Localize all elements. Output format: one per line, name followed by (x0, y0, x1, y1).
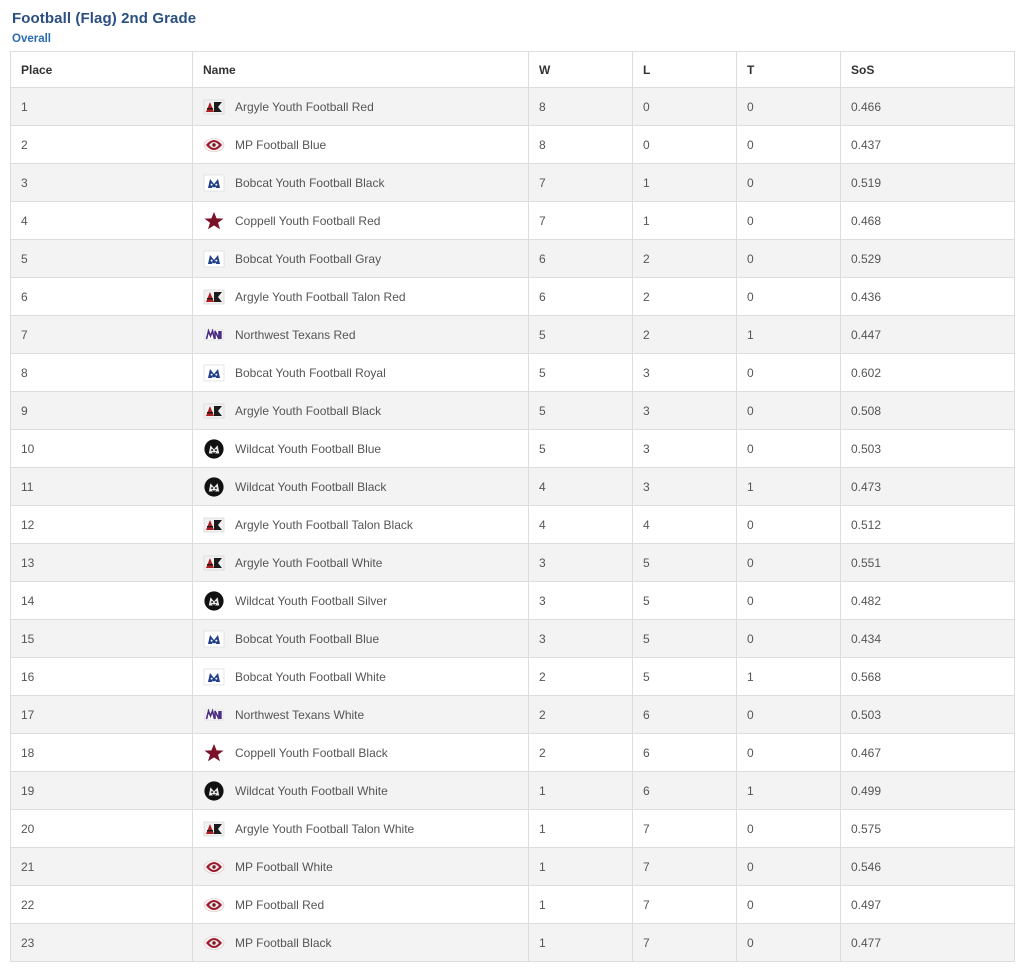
cell-sos: 0.434 (841, 620, 1015, 658)
cell-wins: 1 (529, 924, 633, 962)
cell-name (193, 430, 529, 468)
cell-sos: 0.503 (841, 696, 1015, 734)
cell-ties: 0 (737, 506, 841, 544)
cell-ties: 0 (737, 696, 841, 734)
team-entry (203, 780, 518, 802)
cell-place: 11 (11, 468, 193, 506)
team-name-label[interactable]: Bobcat Youth Football Gray (235, 251, 382, 266)
cell-name (193, 582, 529, 620)
table-row (11, 810, 1015, 848)
cell-losses: 1 (633, 202, 737, 240)
cell-ties: 0 (737, 240, 841, 278)
cell-ties: 0 (737, 164, 841, 202)
table-row (11, 772, 1015, 810)
team-entry (203, 514, 518, 536)
cell-sos: 0.568 (841, 658, 1015, 696)
cell-place: 6 (11, 278, 193, 316)
cell-sos: 0.437 (841, 126, 1015, 164)
cell-name (193, 202, 529, 240)
table-row (11, 620, 1015, 658)
cell-wins: 1 (529, 810, 633, 848)
cell-name (193, 316, 529, 354)
cell-losses: 2 (633, 278, 737, 316)
table-header (11, 52, 1015, 88)
cell-sos: 0.546 (841, 848, 1015, 886)
team-name-label[interactable]: Coppell Youth Football Black (235, 745, 388, 760)
mp-logo-icon (203, 894, 225, 916)
cell-place: 23 (11, 924, 193, 962)
team-entry (203, 818, 518, 840)
team-entry (203, 286, 518, 308)
cell-wins: 6 (529, 278, 633, 316)
mp-logo-icon (203, 134, 225, 156)
column-header-name[interactable]: Name (193, 52, 529, 88)
cell-place: 4 (11, 202, 193, 240)
cell-losses: 6 (633, 772, 737, 810)
team-entry (203, 932, 518, 954)
cell-name (193, 696, 529, 734)
table-header-row (11, 52, 1015, 88)
team-entry (203, 96, 518, 118)
bobcat-logo-icon (203, 666, 225, 688)
cell-losses: 3 (633, 392, 737, 430)
cell-sos: 0.602 (841, 354, 1015, 392)
cell-name (193, 468, 529, 506)
cell-losses: 3 (633, 430, 737, 468)
cell-ties: 0 (737, 544, 841, 582)
cell-wins: 5 (529, 430, 633, 468)
team-entry (203, 476, 518, 498)
argyle-logo-icon (203, 96, 225, 118)
cell-losses: 2 (633, 240, 737, 278)
cell-losses: 0 (633, 88, 737, 126)
cell-place: 17 (11, 696, 193, 734)
cell-name (193, 848, 529, 886)
team-name-label[interactable]: Bobcat Youth Football Royal (235, 365, 386, 380)
team-entry (203, 628, 518, 650)
cell-name (193, 88, 529, 126)
cell-wins: 8 (529, 126, 633, 164)
team-name-label[interactable]: Wildcat Youth Football Silver (235, 593, 388, 608)
team-name-label[interactable]: Bobcat Youth Football Blue (235, 631, 380, 646)
cell-wins: 2 (529, 734, 633, 772)
cell-sos: 0.512 (841, 506, 1015, 544)
team-name-label[interactable]: Argyle Youth Football Talon Red (235, 289, 406, 304)
bobcat-logo-icon (203, 362, 225, 384)
team-name-label[interactable]: Coppell Youth Football Red (235, 213, 381, 228)
team-entry (203, 172, 518, 194)
team-entry (203, 400, 518, 422)
cell-sos: 0.519 (841, 164, 1015, 202)
cell-wins: 8 (529, 88, 633, 126)
cell-losses: 6 (633, 734, 737, 772)
cell-losses: 5 (633, 658, 737, 696)
cell-losses: 4 (633, 506, 737, 544)
team-name-label[interactable]: Argyle Youth Football Talon Black (235, 517, 413, 532)
team-entry (203, 324, 518, 346)
table-row (11, 164, 1015, 202)
team-entry (203, 248, 518, 270)
coppell-logo-icon (203, 210, 225, 232)
cell-sos: 0.575 (841, 810, 1015, 848)
table-row (11, 278, 1015, 316)
northwest-logo-icon (203, 704, 225, 726)
team-name-label[interactable]: Wildcat Youth Football Black (235, 479, 387, 494)
team-name-label[interactable]: Bobcat Youth Football White (235, 669, 386, 684)
cell-name (193, 620, 529, 658)
cell-losses: 3 (633, 354, 737, 392)
cell-name (193, 658, 529, 696)
cell-losses: 7 (633, 886, 737, 924)
cell-ties: 1 (737, 772, 841, 810)
cell-sos: 0.497 (841, 886, 1015, 924)
cell-losses: 2 (633, 316, 737, 354)
cell-ties: 1 (737, 468, 841, 506)
column-header-place[interactable]: Place (11, 52, 193, 88)
cell-losses: 7 (633, 848, 737, 886)
team-name-label[interactable]: Wildcat Youth Football White (235, 783, 388, 798)
team-entry (203, 552, 518, 574)
argyle-logo-icon (203, 818, 225, 840)
table-row (11, 392, 1015, 430)
cell-sos: 0.436 (841, 278, 1015, 316)
cell-place: 14 (11, 582, 193, 620)
cell-sos: 0.467 (841, 734, 1015, 772)
cell-ties: 0 (737, 88, 841, 126)
cell-name (193, 278, 529, 316)
team-entry (203, 704, 518, 726)
cell-place: 13 (11, 544, 193, 582)
cell-sos: 0.529 (841, 240, 1015, 278)
cell-wins: 5 (529, 392, 633, 430)
cell-place: 2 (11, 126, 193, 164)
team-entry (203, 666, 518, 688)
cell-ties: 0 (737, 278, 841, 316)
table-row (11, 886, 1015, 924)
team-entry (203, 856, 518, 878)
cell-wins: 1 (529, 772, 633, 810)
team-name-label[interactable]: MP Football Blue (235, 137, 327, 152)
cell-losses: 1 (633, 164, 737, 202)
cell-ties: 0 (737, 848, 841, 886)
coppell-logo-icon (203, 742, 225, 764)
cell-ties: 0 (737, 202, 841, 240)
table-row (11, 734, 1015, 772)
team-entry (203, 742, 518, 764)
cell-sos: 0.551 (841, 544, 1015, 582)
table-row (11, 506, 1015, 544)
column-header-sos[interactable]: SoS (841, 52, 1015, 88)
cell-name (193, 924, 529, 962)
cell-place: 19 (11, 772, 193, 810)
team-name-label[interactable]: Argyle Youth Football Red (235, 99, 374, 114)
cell-place: 22 (11, 886, 193, 924)
team-entry (203, 210, 518, 232)
team-name-label[interactable]: Wildcat Youth Football Blue (235, 441, 382, 456)
mp-logo-icon (203, 856, 225, 878)
team-entry (203, 438, 518, 460)
cell-ties: 0 (737, 810, 841, 848)
cell-name (193, 506, 529, 544)
team-name-label[interactable]: Argyle Youth Football White (235, 555, 383, 570)
northwest-logo-icon (203, 324, 225, 346)
argyle-logo-icon (203, 400, 225, 422)
cell-sos: 0.468 (841, 202, 1015, 240)
cell-sos: 0.473 (841, 468, 1015, 506)
cell-place: 16 (11, 658, 193, 696)
cell-wins: 2 (529, 658, 633, 696)
cell-wins: 7 (529, 202, 633, 240)
cell-name (193, 734, 529, 772)
team-name-label[interactable]: MP Football White (235, 859, 333, 874)
cell-ties: 0 (737, 392, 841, 430)
team-name-label[interactable]: Bobcat Youth Football Black (235, 175, 385, 190)
team-name-label[interactable]: Northwest Texans White (235, 707, 365, 722)
cell-wins: 4 (529, 506, 633, 544)
table-row (11, 88, 1015, 126)
team-name-label[interactable]: Argyle Youth Football Black (235, 403, 382, 418)
cell-ties: 1 (737, 316, 841, 354)
table-row (11, 468, 1015, 506)
cell-ties: 0 (737, 734, 841, 772)
cell-wins: 7 (529, 164, 633, 202)
cell-name (193, 164, 529, 202)
table-row (11, 126, 1015, 164)
cell-ties: 0 (737, 354, 841, 392)
cell-losses: 5 (633, 544, 737, 582)
cell-wins: 3 (529, 544, 633, 582)
team-entry (203, 134, 518, 156)
cell-name (193, 240, 529, 278)
cell-wins: 3 (529, 620, 633, 658)
cell-place: 10 (11, 430, 193, 468)
cell-sos: 0.447 (841, 316, 1015, 354)
cell-sos: 0.508 (841, 392, 1015, 430)
cell-sos: 0.482 (841, 582, 1015, 620)
cell-place: 5 (11, 240, 193, 278)
bobcat-logo-icon (203, 248, 225, 270)
cell-losses: 3 (633, 468, 737, 506)
cell-wins: 1 (529, 886, 633, 924)
cell-place: 12 (11, 506, 193, 544)
table-body (11, 88, 1015, 962)
cell-losses: 5 (633, 582, 737, 620)
cell-wins: 5 (529, 316, 633, 354)
cell-place: 15 (11, 620, 193, 658)
cell-sos: 0.499 (841, 772, 1015, 810)
cell-losses: 0 (633, 126, 737, 164)
cell-place: 21 (11, 848, 193, 886)
standings-table (10, 51, 1015, 962)
cell-sos: 0.477 (841, 924, 1015, 962)
cell-name (193, 354, 529, 392)
cell-place: 7 (11, 316, 193, 354)
cell-wins: 3 (529, 582, 633, 620)
argyle-logo-icon (203, 286, 225, 308)
team-entry (203, 894, 518, 916)
table-row (11, 848, 1015, 886)
argyle-logo-icon (203, 514, 225, 536)
cell-losses: 7 (633, 810, 737, 848)
team-name-label[interactable]: MP Football Red (235, 897, 325, 912)
mp-logo-icon (203, 932, 225, 954)
cell-ties: 0 (737, 430, 841, 468)
cell-name (193, 126, 529, 164)
page-title: Football (Flag) 2nd Grade (12, 10, 197, 27)
cell-name (193, 772, 529, 810)
cell-wins: 6 (529, 240, 633, 278)
cell-losses: 7 (633, 924, 737, 962)
bobcat-logo-icon (203, 172, 225, 194)
column-header-l[interactable]: L (633, 52, 737, 88)
table-row (11, 430, 1015, 468)
standings-scope-label: Overall (12, 33, 51, 45)
cell-wins: 2 (529, 696, 633, 734)
table-row (11, 658, 1015, 696)
team-entry (203, 590, 518, 612)
cell-wins: 4 (529, 468, 633, 506)
cell-place: 8 (11, 354, 193, 392)
cell-ties: 0 (737, 924, 841, 962)
argyle-logo-icon (203, 552, 225, 574)
column-header-t[interactable]: T (737, 52, 841, 88)
cell-ties: 0 (737, 126, 841, 164)
cell-place: 9 (11, 392, 193, 430)
table-row (11, 924, 1015, 962)
table-row (11, 202, 1015, 240)
cell-place: 1 (11, 88, 193, 126)
wildcat-logo-icon (203, 590, 225, 612)
cell-name (193, 544, 529, 582)
cell-ties: 1 (737, 658, 841, 696)
cell-sos: 0.466 (841, 88, 1015, 126)
cell-place: 20 (11, 810, 193, 848)
cell-wins: 5 (529, 354, 633, 392)
table-row (11, 354, 1015, 392)
column-header-w[interactable]: W (529, 52, 633, 88)
wildcat-logo-icon (203, 438, 225, 460)
table-row (11, 696, 1015, 734)
table-row (11, 240, 1015, 278)
cell-wins: 1 (529, 848, 633, 886)
cell-ties: 0 (737, 582, 841, 620)
wildcat-logo-icon (203, 476, 225, 498)
cell-ties: 0 (737, 620, 841, 658)
team-name-label[interactable]: MP Football Black (235, 935, 332, 950)
cell-name (193, 392, 529, 430)
cell-name (193, 886, 529, 924)
table-row (11, 582, 1015, 620)
cell-name (193, 810, 529, 848)
cell-losses: 6 (633, 696, 737, 734)
cell-losses: 5 (633, 620, 737, 658)
wildcat-logo-icon (203, 780, 225, 802)
table-row (11, 544, 1015, 582)
cell-place: 3 (11, 164, 193, 202)
team-entry (203, 362, 518, 384)
cell-ties: 0 (737, 886, 841, 924)
cell-sos: 0.503 (841, 430, 1015, 468)
team-name-label[interactable]: Northwest Texans Red (235, 327, 356, 342)
table-row (11, 316, 1015, 354)
cell-place: 18 (11, 734, 193, 772)
bobcat-logo-icon (203, 628, 225, 650)
team-name-label[interactable]: Argyle Youth Football Talon White (235, 821, 415, 836)
